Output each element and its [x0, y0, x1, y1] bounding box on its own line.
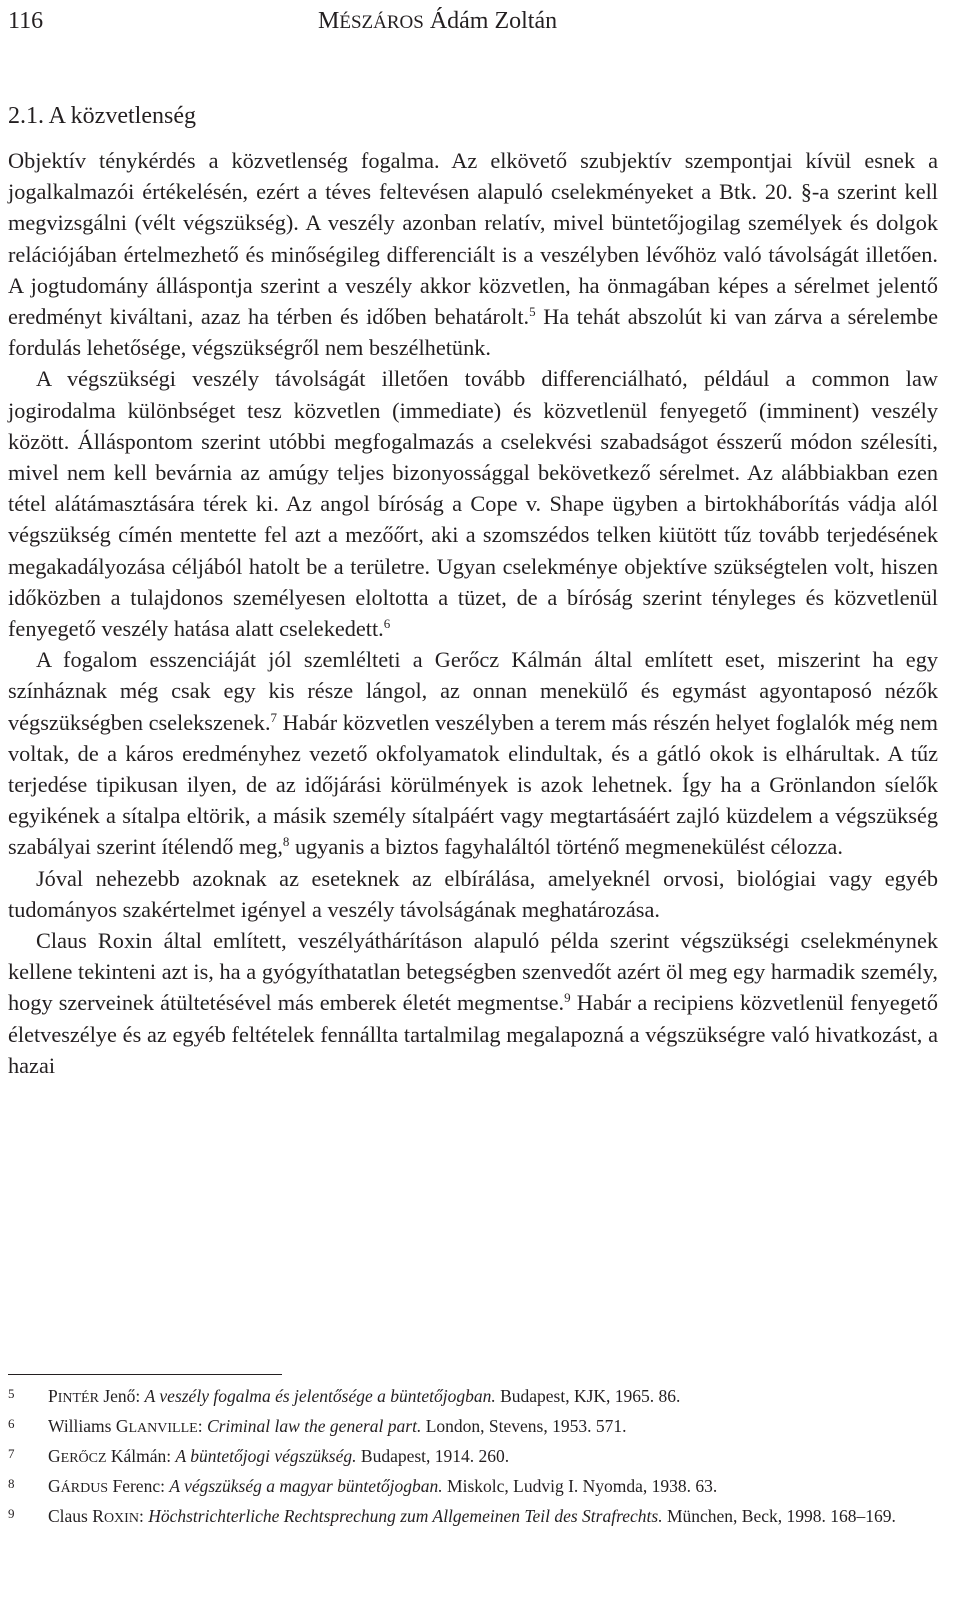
- paragraph: Jóval nehezebb azoknak az eseteknek az elbírálása, amelyeknél orvosi, biológiai vagy egyéb tudományos szakértelmet igényel a veszély távolságának meghatározása.: [8, 865, 938, 922]
- paragraph: Objektív ténykérdés a közvetlenség fogalma. Az elkövető szubjektív szempontjai kívül esnek a jogalkalmazói értékelésén, ezért a téves feltevésen alapuló cselekményeket a Btk. 20. §-a szerint kell megvizsgálni (vélt végszükség). A veszély azonban relatív, mivel büntetőjogilag személyek és dolgok relációjában értelmezhető és minőségileg differenciált is a veszélyben lévőhöz való távolságát illetően. A jogtudomány álláspontja szerint a veszély akkor közvetlen, ha önmagában képes a sérelmet jelentő eredményt kiváltani, azaz ha térben és időben behatárolt.$^5$ Ha tehát abszolút ki van zárva a sérelembe fordulás lehetősége, végszükségről nem beszélhetünk.: [8, 148, 938, 361]
- footnote-ref[interactable]: 7: [270, 709, 278, 725]
- footnote: 7 GERŐCZ Kálmán: A büntetőjogi végszükség. Budapest, 1914. 260.: [8, 1444, 938, 1471]
- footnote-separator: [8, 1374, 282, 1375]
- footnote-number: 9: [8, 1506, 15, 1521]
- paragraph: A végszükségi veszély távolságát illetően tovább differenciálható, például a common law jogirodalma különbséget tesz közvetlen (immediate) és közvetlenül fenyegető (imminent) veszély között. Álláspontom szerint utóbbi megfogalmazás a cselekvési szabadságot ésszerű módon szélesíti, mivel nem kell bevárnia az amúgy teljes bizonyossággal bekövetkező sérelmet. Az alábbiakban ezen tétel alátámasztására térek ki. Az angol bíróság a Cope v. Shape ügyben a birtokháborítás vádja alól végszükség címén mentette fel azt a mezőőrt, aki a szomszédos telken kiütött tűz tovább terjedésének megakadályozása céljából hatolt be a területre. Ugyan cselekménye objektíve szükségtelen volt, hiszen időközben a tulajdonos személyesen eloltotta a tüzet, de a bíróság szerint tényleges és közvetlenül fenyegető veszély hatása alatt cselekedett.$^6$: [8, 366, 938, 642]
- footnote-number: 6: [8, 1416, 15, 1431]
- footnote-number: 7: [8, 1446, 15, 1461]
- footnote: 8 GÁRDUS Ferenc: A végszükség a magyar büntetőjogban. Miskolc, Ludvig I. Nyomda, 1938. 63.: [8, 1474, 938, 1501]
- footnote-number: 5: [8, 1386, 15, 1401]
- footnote-number: 8: [8, 1476, 15, 1491]
- running-head-author: MÉSZÁROS Ádám Zoltán: [318, 8, 558, 34]
- page-number: 116: [8, 8, 44, 34]
- section-heading: 2.1. A közvetlenség: [8, 103, 196, 129]
- footnote-ref[interactable]: 8: [282, 834, 290, 850]
- footnote: 5 PINTÉR Jenő: A veszély fogalma és jelentősége a büntetőjogban. Budapest, KJK, 1965. 86.: [8, 1384, 938, 1411]
- footnote: 6 Williams GLANVILLE: Criminal law the general part. London, Stevens, 1953. 571.: [8, 1414, 938, 1441]
- footnote-ref[interactable]: 5: [529, 304, 536, 320]
- footnote-ref[interactable]: 6: [383, 616, 391, 632]
- paragraph: A fogalom esszenciáját jól szemlélteti a Gerőcz Kálmán által említett eset, miszerint ha egy színháznak még csak egy kis része lángol, az onnan menekülő és egymást agyontaposó nézők végszükségben cselekszenek.$^7$ Habár közvetlen veszélyben a terem más részén helyet foglalók még nem voltak, de a káros eredményhez vezető okfolyamatok elindultak, és a gátló okok is elhárultak. A tűz terjedése tipikusan ilyen, de az időjárási körülmények is azok lehetnek. Így ha a Grönlandon síelők egyikének a sítalpa eltörik, a másik személy sítalpáért vagy megtartásáért zajló küzdelem a végszükség szabályai szerint ítélendő meg,$^8$ ugyanis a biztos fagyhaláltól történő megmenekülést célozza.: [8, 647, 938, 860]
- footnote: 9 Claus ROXIN: Höchstrichterliche Rechtsprechung zum Allgemeinen Teil des Strafrechts. München, Beck, 1998. 168–169.: [8, 1504, 938, 1531]
- footnotes: [8, 1384, 938, 1534]
- body-text: [8, 145, 938, 1081]
- footnote-ref[interactable]: 9: [564, 990, 571, 1006]
- page-header: [8, 6, 960, 36]
- paragraph: Claus Roxin által említett, veszélyáthárításon alapuló példa szerint végszükségi cselekménynek kellene tekinteni azt is, ha a gyógyíthatatlan betegségben szenvedőt azért öl meg egy harmadik személy, hogy szerveinek átültetésével más emberek életét megmentse.$^9$ Habár a recipiens közvetlenül fenyegető életveszélye és az egyéb feltételek fennállta tartalmilag megalapozná a végszükségre való hivatkozást, a hazai: [8, 928, 938, 1078]
